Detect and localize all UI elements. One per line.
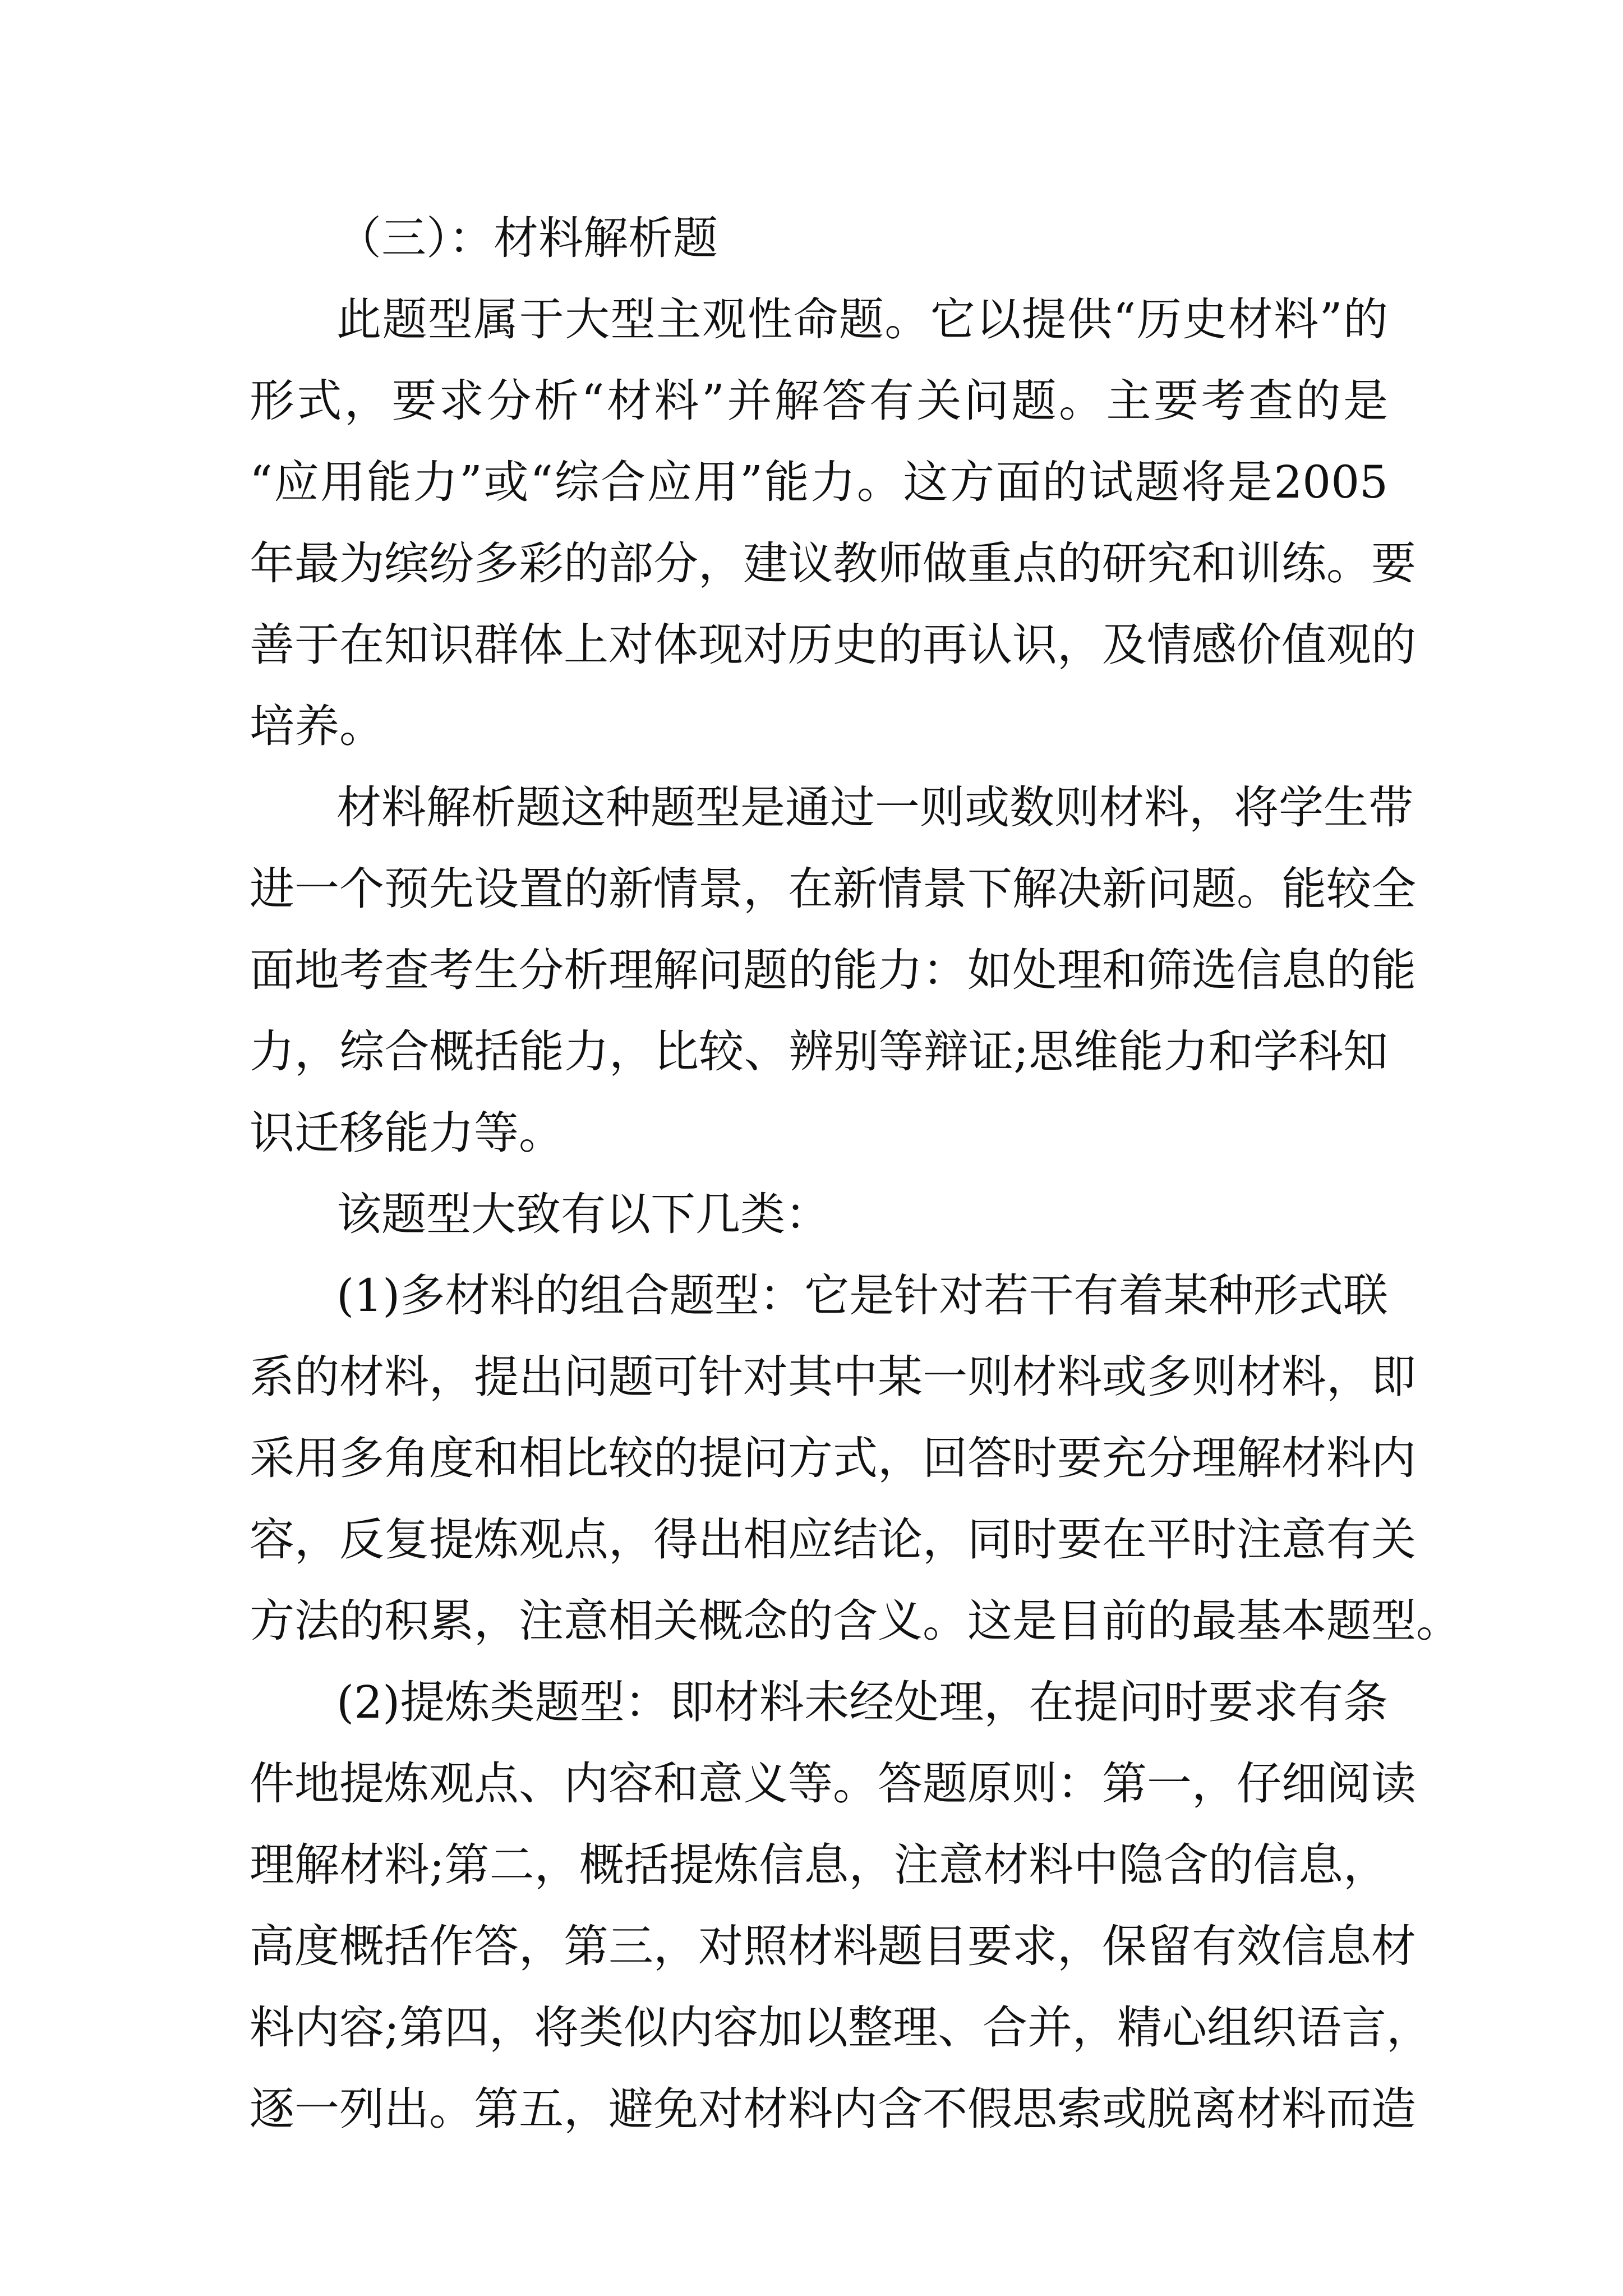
paragraph-line: 力，综合概括能力，比较、辨别等辩证;思维能力和学科知 <box>250 1025 1388 1078</box>
paragraph-line: 形式，要求分析“材料”并解答有关问题。主要考查的是 <box>250 375 1388 427</box>
paragraph-line: 理解材料;第二，概括提炼信息，注意材料中隐含的信息， <box>250 1839 1388 1891</box>
paragraph-line: 培养。 <box>250 700 384 752</box>
paragraph-line: (2)提炼类题型：即材料未经处理，在提问时要求有条 <box>336 1676 1388 1728</box>
paragraph-line: 高度概括作答，第三，对照材料题目要求，保留有效信息材 <box>250 1920 1416 1972</box>
paragraph-line: 件地提炼观点、内容和意义等。答题原则：第一，仔细阅读 <box>250 1757 1416 1810</box>
paragraph-line: 逐一列出。第五，避免对材料内含不假思索或脱离材料而造 <box>250 2083 1416 2135</box>
paragraph-line: 善于在知识群体上对体现对历史的再认识，及情感价值观的 <box>250 619 1416 671</box>
paragraph-line: 面地考查考生分析理解问题的能力：如处理和筛选信息的能 <box>250 944 1416 996</box>
section-heading: （三）：材料解析题 <box>336 212 718 264</box>
paragraph-line: 方法的积累，注意相关概念的含义。这是目前的最基本题型。 <box>250 1595 1461 1647</box>
paragraph-line: 进一个预先设置的新情景，在新情景下解决新问题。能较全 <box>250 863 1416 915</box>
paragraph-line: 识迁移能力等。 <box>250 1107 564 1159</box>
paragraph-line: 此题型属于大型主观性命题。它以提供“历史材料”的 <box>336 293 1388 346</box>
paragraph-line: 系的材料，提出问题可针对其中某一则材料或多则材料，即 <box>250 1351 1416 1403</box>
paragraph-line: 该题型大致有以下几类： <box>336 1188 830 1240</box>
paragraph-line: 料内容;第四，将类似内容加以整理、合并，精心组织语言， <box>250 2001 1431 2054</box>
paragraph-line: 采用多角度和相比较的提问方式，回答时要充分理解材料内 <box>250 1432 1416 1484</box>
paragraph-line: “应用能力”或“综合应用”能力。这方面的试题将是2005 <box>250 456 1388 508</box>
paragraph-line: 年最为缤纷多彩的部分，建议教师做重点的研究和训练。要 <box>250 537 1416 590</box>
paragraph-line: 容，反复提炼观点，得出相应结论，同时要在平时注意有关 <box>250 1513 1416 1566</box>
paragraph-line: 材料解析题这种题型是通过一则或数则材料，将学生带 <box>336 781 1413 834</box>
paragraph-line: (1)多材料的组合题型：它是针对若干有着某种形式联 <box>336 1269 1388 1322</box>
